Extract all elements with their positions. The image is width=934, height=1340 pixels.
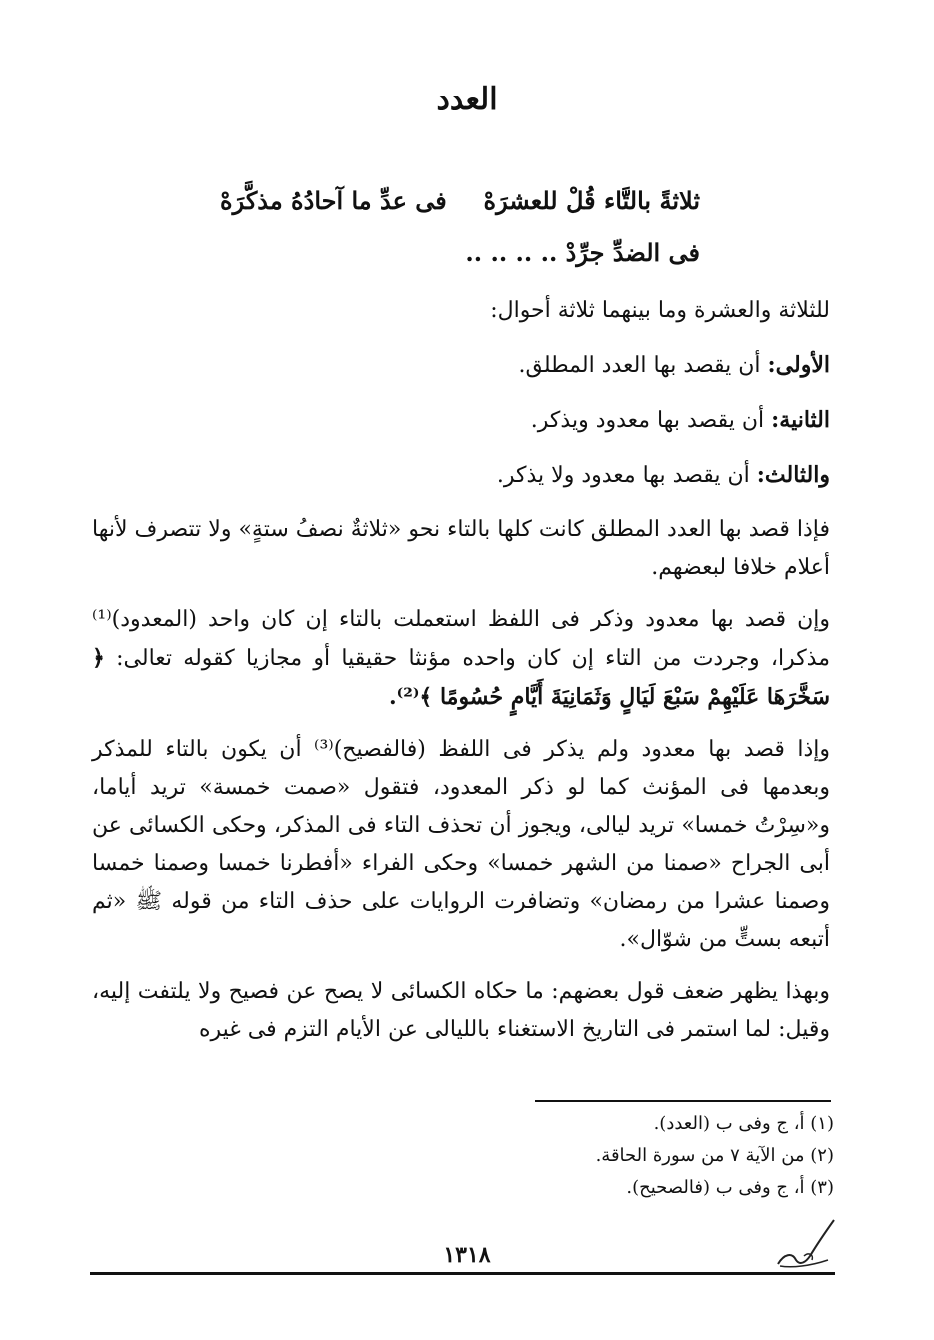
- page-number: ١٣١٨: [443, 1242, 491, 1268]
- paragraph-text: وإذا قصد بها معدود ولم يذكر فى اللفظ (فالفصيح)⁽³⁾ أن يكون بالتاء للمذكر وبعدمها فى المؤنث كما لو ذكر المعدود، فتقول «صمت خمسة» تريد أياما، و«سِرْتُ خمسا» تريد ليالى، ويجوز أن تحذف التاء فى المذكر، وحكى الكسائى عن أبى الجراح «صمنا من الشهر خمسا» وحكى الفراء «أفطرنا خمسا وصمنا خمسا وصمنا عشرا من رمضان» وتضافرت الروايات على حذف التاء من قوله ﷺ «ثم أتبعه بستٍّ من شوّال».: [92, 737, 830, 952]
- verse-line-1: [180, 186, 700, 230]
- page-title: العدد: [436, 82, 498, 117]
- footnote-item: (٢) من الآية ٧ من سورة الحاقة.: [595, 1145, 834, 1166]
- paragraph-lead: الأولى:: [767, 352, 830, 378]
- paragraph-text: فإذا قصد بها العدد المطلق كانت كلها بالتاء نحو «ثلاثةٌ نصفُ ستةٍ» ولا تتصرف لأنها أعلام خلافا لبعضهم.: [92, 517, 830, 580]
- verse-hemistich-left: فى عدِّ ما آحادُهُ مذكَّرَهْ: [220, 186, 447, 215]
- verse-hemistich-right: ثلاثةً بالتَّاء قُلْ للعشرَهْ: [483, 186, 700, 215]
- footnotes: [334, 1108, 834, 1204]
- paragraph-third-case: [92, 456, 830, 495]
- bottom-rule: [90, 1272, 835, 1275]
- paragraph-unmentioned-counted: [92, 731, 830, 959]
- paragraph-second-case: [92, 401, 830, 440]
- paragraph-first-case: [92, 346, 830, 385]
- quran-quote: ﴿ سَخَّرَهَا عَلَيْهِمْ سَبْعَ لَيَالٍ وَثَمَانِيَةَ أَيَّامٍ حُسُومًا ﴾⁽²⁾.: [92, 645, 830, 710]
- paragraph-lead: الثانية:: [771, 407, 830, 433]
- paragraph-absolute-number: [92, 511, 830, 587]
- paragraph-text: للثلاثة والعشرة وما بينهما ثلاثة أحوال:: [490, 298, 830, 323]
- paragraph-intro: [92, 292, 830, 330]
- paragraph-mentioned-counted: [92, 601, 830, 717]
- paragraph-text: وبهذا يظهر ضعف قول بعضهم: ما حكاه الكسائى لا يصح عن فصيح ولا يلتفت إليه، وقيل: لما استمر فى التاريخ الاستغناء بالليالى عن الأيام التزم فى غيره: [92, 979, 830, 1042]
- paragraph-conclusion: [92, 973, 830, 1049]
- body-text: [92, 292, 830, 1063]
- paragraph-text: أن يقصد بها معدود ولا يذكر.: [496, 463, 757, 488]
- paragraph-text: أن يقصد بها معدود ويذكر.: [530, 408, 772, 433]
- footnote-divider: [535, 1100, 831, 1102]
- paragraph-lead: والثالث:: [756, 462, 830, 488]
- verse-line-2: فى الضدِّ جرِّدْ .. .. .. ..: [465, 238, 700, 267]
- footnote-item: (١) أ، ج وفى ب (العدد).: [653, 1113, 834, 1134]
- footnote-item: (٣) أ، ج وفى ب (فالصحيح).: [626, 1177, 834, 1198]
- handwritten-mark-icon: [770, 1216, 840, 1272]
- paragraph-text: أن يقصد بها العدد المطلق.: [518, 353, 768, 378]
- paragraph-text: وإن قصد بها معدود وذكر فى اللفظ استعملت بالتاء إن كان واحد (المعدود)⁽¹⁾ مذكرا، وجردت من التاء إن كان واحده مؤنثا حقيقيا أو مجازيا كقوله تعالى:: [92, 607, 830, 671]
